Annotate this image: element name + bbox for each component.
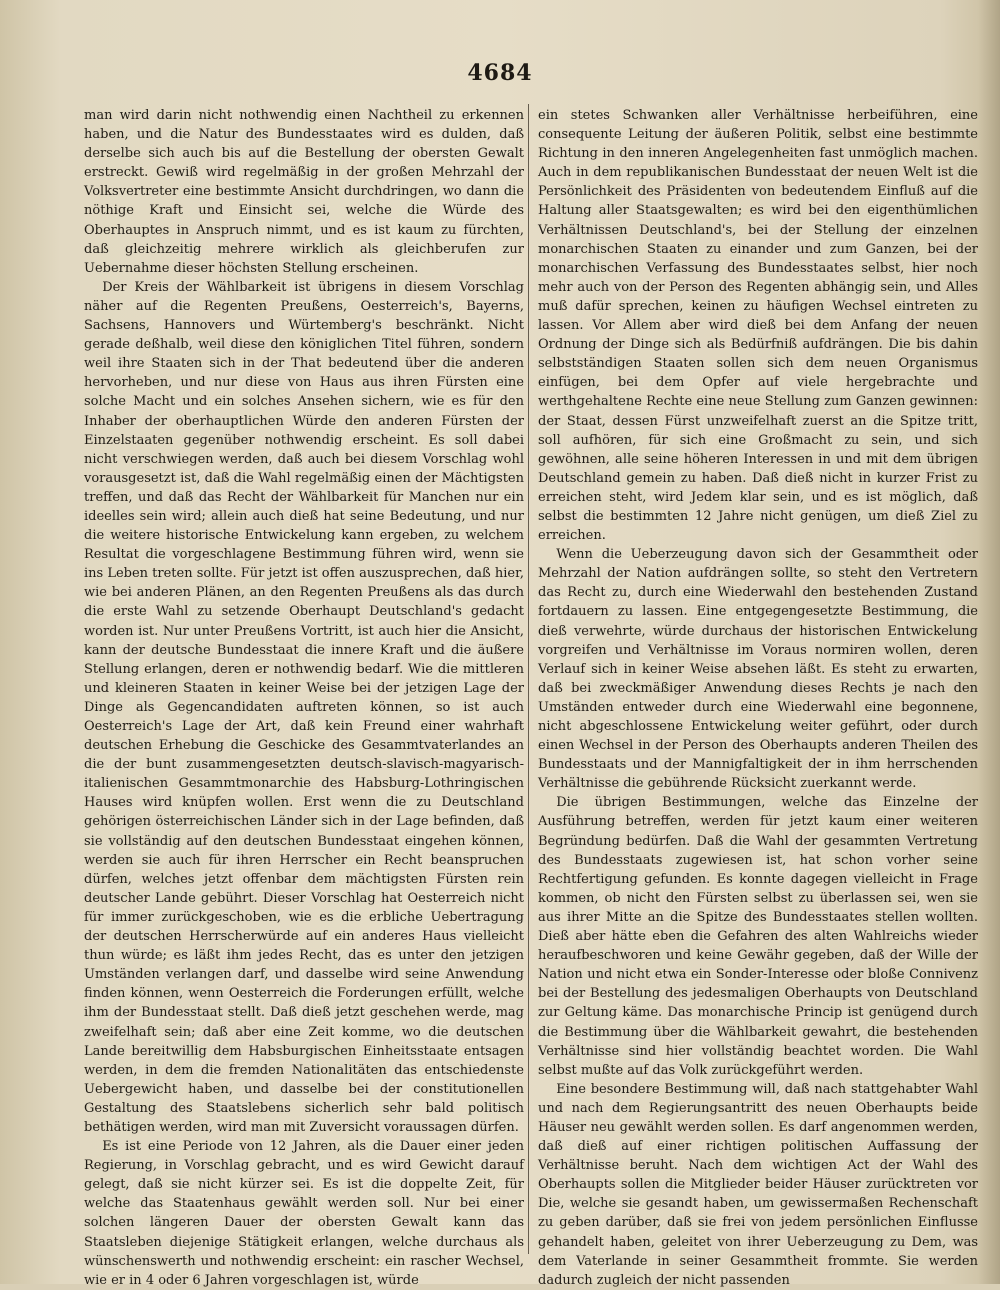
page-edge-shadow [978,0,1000,1284]
page-number: 4684 [467,60,533,86]
paragraph: man wird darin nicht nothwendig einen Nachtheil zu erkennen haben, und die Natur des Bundesstaates wird es dulden, daß derselbe sich auch bis auf die Bestellung der obersten Gewalt erstreckt. Gewiß wird regelmäßig in der großen Mehrzahl der Volksvertreter eine bestimmte Ansicht durchdringen, wo dann die nöthige Kraft und Einsicht sei, welche die Würde des Oberhauptes in Anspruch nimmt, und es ist kaum zu fürchten, daß gleichzeitig mehrere wirklich als gleichberufen zur Uebernahme dieser höchsten Stellung erscheinen. [84,108,524,276]
column-divider [528,104,529,1254]
paragraph: Die übrigen Bestimmungen, welche das Einzelne der Ausführung betreffen, werden für jetzt kaum einer weiteren Begründung bedürfen. Daß die Wahl der gesammten Vertretung des Bundesstaats zugewiesen ist, hat schon vorher seine Rechtfertigung gefunden. Es konnte dagegen vielleicht in Frage kommen, ob nicht den Fürsten selbst zu überlassen sei, wen sie aus ihrer Mitte an die Spitze des Bundesstaates stellen wollten. Dieß aber hätte eben die Gefahren des alten Wahlreichs wieder heraufbeschworen und keine Gewähr gegeben, daß der Wille der Nation und nicht etwa ein Sonder-Interesse oder bloße Connivenz bei der Bestellung des jedesmaligen Oberhaupts von Deutschland zur Geltung käme. Das monarchische Princip ist genügend durch die Bestimmung über die Wählbarkeit gewahrt, die bestehenden Verhältnisse sind hier vollständig beachtet worden. Die Wahl selbst mußte auf das Volk zurückgeführt werden. [538,795,978,1078]
paragraph: Wenn die Ueberzeugung davon sich der Gesammtheit oder Mehrzahl der Nation aufdrängen sollte, so steht den Vertretern das Recht zu, durch eine Wiederwahl den bestehenden Zustand fortdauern zu lassen. Eine entgegengesetzte Bestimmung, die dieß verwehrte, würde durchaus der historischen Entwickelung vorgreifen und Verhältnisse im Voraus normiren wollen, deren Verlauf sich in keiner Weise absehen läßt. Es steht zu erwarten, daß bei zweckmäßiger Anwendung dieses Rechts je nach den Umständen entweder durch eine Wiederwahl eine begonnene, nicht abgeschlossene Entwickelung weiter geführt, oder durch einen Wechsel in der Person des Oberhaupts anderen Theilen des Bundesstaats und der Mannigfaltigkeit der in ihm herrschenden Verhältnisse die gebührende Rücksicht zuerkannt werde. [538,547,978,792]
paragraph: Der Kreis der Wählbarkeit ist übrigens in diesem Vorschlag näher auf die Regenten Preußens, Oesterreich's, Bayerns, Sachsens, Hannovers und Würtemberg's beschränkt. Nicht gerade deßhalb, weil diese den königlichen Titel führen, sondern weil ihre Staaten sich in der That bedeutend über die anderen hervorheben, und nur diese von Haus aus ihren Fürsten eine solche Macht und ein solches Ansehen sichern, wie es für den Inhaber der oberhauptlichen Würde den anderen Fürsten der Einzelstaaten gegenüber nothwendig erscheint. Es soll dabei nicht verschwiegen werden, daß auch bei diesem Vorschlag wohl vorausgesetzt ist, daß die Wahl regelmäßig einen der Mächtigsten treffen, und daß das Recht der Wählbarkeit für Manchen nur ein ideelles sein wird; allein auch dieß hat seine Bedeutung, und nur die weitere historische Entwickelung kann ergeben, zu welchem Resultat die vorgeschlagene Bestimmung führen wird, wenn sie ins Leben treten sollte. Für jetzt ist offen auszusprechen, daß hier, wie bei anderen Plänen, an den Regenten Preußens als das durch die erste Wahl zu setzende Oberhaupt Deutschland's gedacht worden ist. Nur unter Preußens Vortritt, ist auch hier die Ansicht, kann der deutsche Bundesstaat die innere Kraft und die äußere Stellung erlangen, deren er nothwendig bedarf. Wie die mittleren und kleineren Staaten in keiner Weise bei der jetzigen Lage der Dinge als Gegencandidaten auftreten können, so ist auch Oesterreich's Lage der Art, daß kein Freund einer wahrhaft deutschen Erhebung die Geschicke des Gesammtvaterlandes an die der bunt zusammengesetzten deutsch-slavisch-magyarisch-italienischen Gesammtmonarchie des Habsburg-Lothringischen Hauses wird knüpfen wollen. Erst wenn die zu Deutschland gehörigen österreichischen Länder sich in der Lage befinden, daß sie vollständig auf den deutschen Bundesstaat eingehen können, werden sie auch für ihren Herrscher ein Recht beanspruchen dürfen, welches jetzt offenbar dem mächtigsten Fürsten rein deutscher Lande gebührt. Dieser Vorschlag hat Oesterreich nicht für immer zurückgeschoben, wie es die erbliche Uebertragung der deutschen Herrscherwürde auf ein anderes Haus vielleicht thun würde; es läßt ihm jedes Recht, das es unter den jetzigen Umständen verlangen darf, und dasselbe wird seine Anwendung finden können, wenn Oesterreich die Forderungen erfüllt, welche ihm der Bundesstaat stellt. Daß dieß jetzt geschehen werde, mag zweifelhaft sein; daß aber eine Zeit komme, wo die deutschen Lande bereitwillig dem Habsburgischen Einheitsstaate entsagen werden, in dem die fremden Nationalitäten das entschiedenste Uebergewicht haben, und dasselbe bei der constitutionellen Gestaltung des Staatslebens sicherlich sehr bald politisch bethätigen werden, wird man mit Zuversicht voraussagen dürfen. [84,279,525,1135]
paragraph: Eine besondere Bestimmung will, daß nach stattgehabter Wahl und nach dem Regierungsantritt des neuen Oberhaupts beide Häuser neu gewählt werden sollen. Es darf angenommen werden, daß dieß auf einer richtigen politischen Auffassung der Verhältnisse beruht. Nach dem wichtigen Act der Wahl des Oberhaupts sollen die Mitglieder beider Häuser zurücktreten vor Die, welche sie gesandt haben, um gewissermaßen Rechenschaft zu geben darüber, daß sie frei von jedem persönlichen Einflusse gehandelt haben, geleitet von ihrer Ueberzeugung zu Dem, was dem Vaterlande in seiner Gesammtheit frommte. Sie werden dadurch zugleich der nicht passenden [538,1081,978,1288]
paragraph: Es ist eine Periode von 12 Jahren, als die Dauer einer jeden Regierung, in Vorschlag gebracht, und es wird Gewicht darauf gelegt, daß sie nicht kürzer sei. Es ist die doppelte Zeit, für welche das Staatenhaus gewählt werden soll. Nur bei einer solchen längeren Dauer der obersten Gewalt kann das Staatsleben diejenige Stätigkeit erlangen, welche durchaus als wünschenswerth und nothwendig erscheint: ein rascher Wechsel, wie er in 4 oder 6 Jahren vorgeschlagen ist, würde [84,1139,524,1288]
left-column [84,106,525,1288]
right-column [538,106,978,1288]
paragraph: ein stetes Schwanken aller Verhältnisse herbeiführen, eine consequente Leitung der äußeren Politik, selbst eine bestimmte Richtung in den inneren Angelegenheiten fast unmöglich machen. Auch in dem republikanischen Bundesstaat der neuen Welt ist die Persönlichkeit des Präsidenten von bedeutendem Einfluß auf die Haltung aller Staatsgewalten; es wird bei den eigenthümlichen Verhältnissen Deutschland's, bei der Stellung der einzelnen monarchischen Staaten zu einander und zum Ganzen, bei der monarchischen Verfassung des Bundesstaates selbst, hier noch mehr auch von der Person des Regenten abhängig sein, und Alles muß dafür sprechen, keinen zu häufigen Wechsel eintreten zu lassen. Vor Allem aber wird dieß bei dem Anfang der neuen Ordnung der Dinge sich als Bedürfniß aufdrängen. Die bis dahin selbstständigen Staaten sollen sich dem neuen Organismus einfügen, bei dem Opfer auf viele hergebrachte und werthgehaltene Rechte eine neue Stellung zum Ganzen gewinnen: der Staat, dessen Fürst unzweifelhaft zuerst an die Spitze tritt, soll aufhören, für sich eine Großmacht zu sein, und sich gewöhnen, alle seine höheren Interessen in und mit dem übrigen Deutschland gemein zu haben. Daß dieß nicht in kurzer Frist zu erreichen steht, wird Jedem klar sein, und es ist möglich, daß selbst die bestimmten 12 Jahre nicht genügen, um dieß Ziel zu erreichen. [538,108,978,544]
